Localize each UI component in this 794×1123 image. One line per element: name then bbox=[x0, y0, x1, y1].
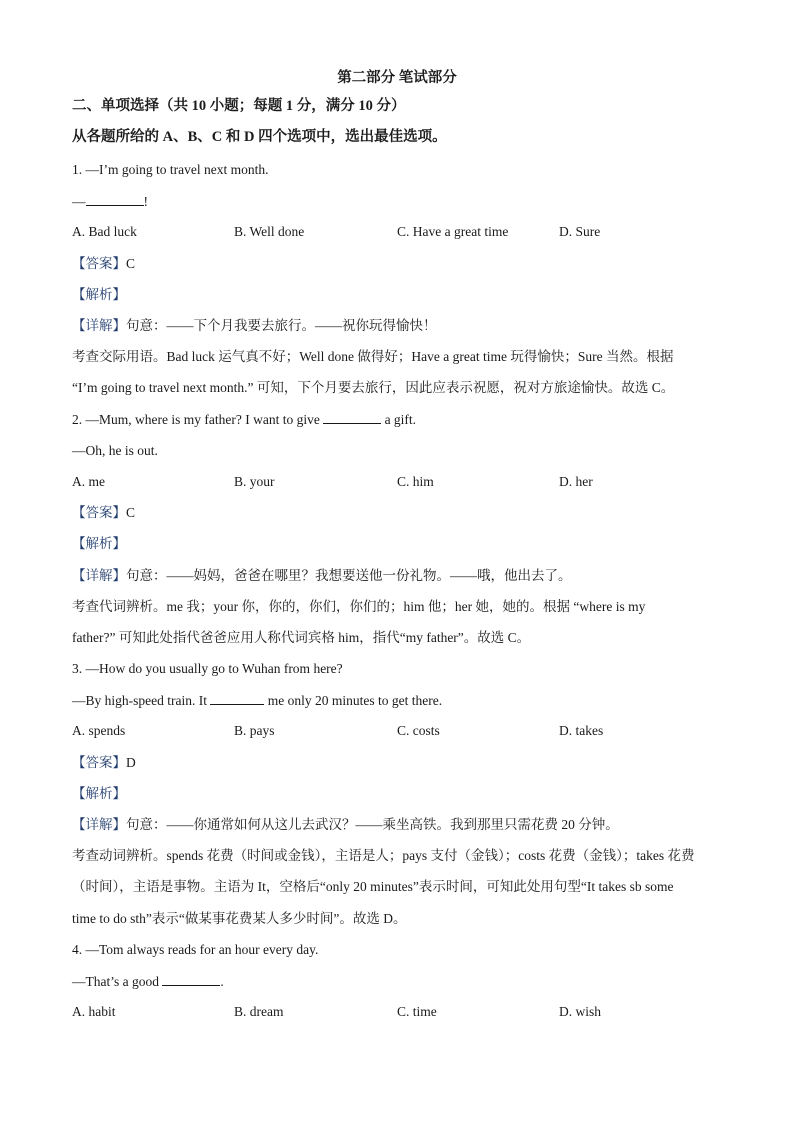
detail-label: 【详解】 bbox=[72, 817, 126, 832]
q3-option-a: A. spends bbox=[72, 723, 126, 738]
q4-option-b: B. dream bbox=[234, 1004, 284, 1019]
q1-detail-text: 句意：——下个月我要去旅行。——祝你玩得愉快！ bbox=[126, 318, 437, 333]
q1-stem-line1: 1. —I’m going to travel next month. bbox=[72, 162, 269, 177]
detail-label: 【详解】 bbox=[72, 568, 126, 583]
q2-stem-start: 2. —Mum, where is my father? I want to give bbox=[72, 412, 324, 427]
q2-detail-line3: father?” 可知此处指代爸爸应用人称代词宾格 him，指代“my father”。故选 C。 bbox=[72, 630, 531, 645]
q2-detail-line2: 考查代词辨析。me 我；your 你，你的，你们，你们的；him 他；her 她，她的。根据 “where is my bbox=[72, 599, 646, 614]
q1-punct: ! bbox=[143, 194, 148, 209]
detail-label: 【详解】 bbox=[72, 318, 126, 333]
page-title: 第二部分 笔试部分 bbox=[337, 70, 457, 86]
q4-stem-end: . bbox=[220, 974, 224, 989]
q2-answer-value: C bbox=[126, 505, 136, 520]
q1-option-a: A. Bad luck bbox=[72, 224, 137, 239]
q4-stem-start: —That’s a good bbox=[72, 974, 163, 989]
answer-label: 【答案】 bbox=[72, 505, 126, 520]
q3-stem-start: —By high-speed train. It bbox=[72, 693, 211, 708]
q3-option-b: B. pays bbox=[234, 723, 275, 738]
q2-stem-end: a gift. bbox=[381, 412, 417, 427]
answer-label: 【答案】 bbox=[72, 256, 126, 271]
q3-answer-value: D bbox=[126, 755, 136, 770]
q2-answer bbox=[72, 504, 135, 522]
q3-analysis-label: 【解析】 bbox=[72, 786, 126, 801]
q4-blank bbox=[162, 972, 220, 986]
q2-stem-line2: —Oh, he is out. bbox=[72, 443, 158, 458]
q1-detail-line3: “I’m going to travel next month.” 可知，下个月要去旅行，因此应表示祝愿，祝对方旅途愉快。故选 C。 bbox=[72, 380, 675, 395]
q1-detail-line2: 考查交际用语。Bad luck 运气真不好；Well done 做得好；Have a great time 玩得愉快；Sure 当然。根据 bbox=[72, 349, 674, 364]
q1-answer-value: C bbox=[126, 256, 136, 271]
answer-label: 【答案】 bbox=[72, 755, 126, 770]
q4-stem-line1: 4. —Tom always reads for an hour every day. bbox=[72, 942, 319, 957]
q3-blank bbox=[210, 691, 264, 705]
q3-detail-line1 bbox=[72, 816, 619, 834]
q2-stem-line1 bbox=[72, 410, 416, 429]
q3-stem-line2 bbox=[72, 691, 442, 710]
instruction: 从各题所给的 A、B、C 和 D 四个选项中，选出最佳选项。 bbox=[72, 129, 447, 145]
q2-option-c: C. him bbox=[397, 474, 434, 489]
section-heading: 二、单项选择（共 10 小题；每题 1 分，满分 10 分） bbox=[72, 98, 406, 114]
q3-stem-line1: 3. —How do you usually go to Wuhan from here? bbox=[72, 661, 343, 676]
q1-blank bbox=[86, 192, 144, 206]
q3-stem-end: me only 20 minutes to get there. bbox=[264, 693, 443, 708]
q1-stem-line2 bbox=[72, 192, 148, 211]
q4-stem-line2 bbox=[72, 972, 224, 991]
q2-blank bbox=[323, 410, 381, 424]
q3-detail-line2: 考查动词辨析。spends 花费（时间或金钱），主语是人；pays 支付（金钱）；costs 花费（金钱）；takes 花费 bbox=[72, 848, 695, 863]
q4-option-a: A. habit bbox=[72, 1004, 116, 1019]
q1-option-c: C. Have a great time bbox=[397, 224, 509, 239]
q3-option-d: D. takes bbox=[559, 723, 604, 738]
q3-detail-text: 句意：——你通常如何从这儿去武汉？——乘坐高铁。我到那里只需花费 20 分钟。 bbox=[126, 817, 619, 832]
q2-option-d: D. her bbox=[559, 474, 593, 489]
q1-dash: — bbox=[72, 194, 86, 209]
q3-option-c: C. costs bbox=[397, 723, 440, 738]
q4-option-d: D. wish bbox=[559, 1004, 602, 1019]
q4-option-c: C. time bbox=[397, 1004, 437, 1019]
q1-option-d: D. Sure bbox=[559, 224, 601, 239]
q2-analysis-label: 【解析】 bbox=[72, 536, 126, 551]
q2-detail-line1 bbox=[72, 567, 572, 585]
q2-detail-text: 句意：——妈妈，爸爸在哪里？我想要送他一份礼物。——哦，他出去了。 bbox=[126, 568, 572, 583]
q3-detail-line3: （时间），主语是事物。主语为 It，空格后“only 20 minutes”表示时间，可知此处用句型“It takes sb some bbox=[72, 879, 674, 894]
q1-answer bbox=[72, 255, 135, 273]
q2-option-b: B. your bbox=[234, 474, 275, 489]
q1-analysis-label: 【解析】 bbox=[72, 287, 126, 302]
q1-detail-line1 bbox=[72, 317, 437, 335]
q1-option-b: B. Well done bbox=[234, 224, 305, 239]
q3-detail-line4: time to do sth”表示“做某事花费某人多少时间”。故选 D。 bbox=[72, 911, 407, 926]
q3-answer bbox=[72, 754, 136, 772]
q2-option-a: A. me bbox=[72, 474, 105, 489]
